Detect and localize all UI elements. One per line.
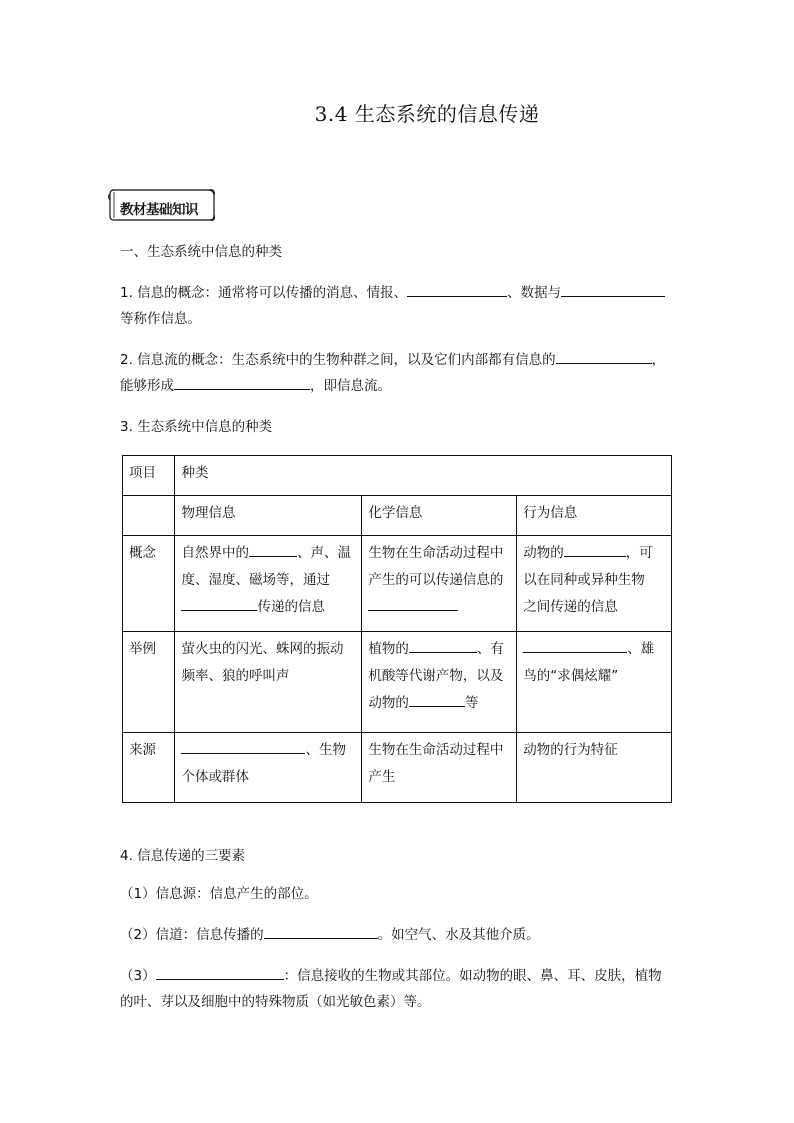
- item1-line1: [120, 281, 665, 301]
- source-physical: [175, 733, 362, 803]
- cell-text: 、声、温: [296, 545, 351, 561]
- item2-text-b: ，: [651, 352, 666, 368]
- item1-line2: 等称作信息。: [120, 311, 201, 327]
- item4-p3-line1: [120, 964, 662, 984]
- example-chemical: [362, 632, 517, 733]
- cell-text: 等: [464, 695, 479, 711]
- item3-heading: 3. 生态系统中信息的种类: [120, 419, 273, 435]
- col-physical: 物理信息: [175, 496, 362, 536]
- cell-text: 生物在生命活动过程中: [368, 742, 504, 758]
- col-behavior: 行为信息: [517, 496, 672, 536]
- item4-p3-a: （3）: [120, 968, 156, 984]
- concept-physical: [175, 536, 362, 632]
- page-title: 3.4 生态系统的信息传递: [314, 102, 540, 126]
- fill-blank[interactable]: [561, 284, 665, 297]
- item4-p3-line2: 的叶、芽以及细胞中的特殊物质（如光敏色素）等。: [120, 994, 431, 1010]
- empty-cell: [123, 496, 175, 536]
- item4-p2-b: 。如空气、水及其他介质。: [377, 927, 540, 943]
- fill-blank[interactable]: [174, 377, 310, 390]
- section-heading: 一、生态系统中信息的种类: [120, 244, 282, 260]
- item1-text-b: 、数据与: [507, 285, 562, 301]
- fill-blank[interactable]: [523, 640, 627, 653]
- cell-text: 产生: [368, 769, 396, 785]
- cell-text: 机酸等代谢产物，以及: [368, 668, 504, 684]
- source-chemical: [362, 733, 517, 803]
- cell-text: 频率、狼的呼叫声: [181, 668, 290, 684]
- item2-text-a: 2. 信息流的概念：生态系统中的生物种群之间，以及它们内部都有信息的: [120, 352, 556, 368]
- concept-chemical: [362, 536, 517, 632]
- section-badge: [106, 186, 218, 222]
- cell-text: 之间传递的信息: [523, 599, 618, 615]
- cell-text: 动物的: [368, 695, 409, 711]
- item4-p3-b: ：信息接收的生物或其部位。如动物的眼、鼻、耳、皮肤，植物: [283, 968, 662, 984]
- fill-blank[interactable]: [156, 967, 284, 980]
- cell-text: 度、湿度、磁场等，通过: [181, 572, 330, 588]
- cell-text: 、生物: [305, 742, 346, 758]
- item4-p2-a: （2）信道：信息传播的: [120, 927, 264, 943]
- item2-line1: [120, 348, 665, 368]
- item2-line2: [120, 374, 391, 394]
- header-kind: 种类: [175, 456, 672, 496]
- cell-text: 植物的: [368, 641, 409, 657]
- item2-text-c: 能够形成: [120, 378, 174, 394]
- source-behavior: [517, 733, 672, 803]
- fill-blank[interactable]: [556, 351, 652, 364]
- fill-blank[interactable]: [181, 598, 257, 611]
- section-badge-label: 教材基础知识: [120, 202, 198, 218]
- cell-text: 动物的: [523, 545, 564, 561]
- cell-text: 产生的可以传递信息的: [368, 572, 504, 588]
- item4-heading: 4. 信息传递的三要素: [120, 848, 246, 864]
- cell-text: 以在同种或异种生物: [523, 572, 645, 588]
- cell-text: 动物的行为特征: [523, 742, 618, 758]
- fill-blank[interactable]: [409, 694, 465, 707]
- col-chemical: 化学信息: [362, 496, 517, 536]
- cell-text: 鸟的“求偶炫耀”: [523, 668, 619, 684]
- example-physical: [175, 632, 362, 733]
- header-item: 项目: [123, 456, 175, 496]
- row-source: 来源: [123, 733, 175, 803]
- row-example: 举例: [123, 632, 175, 733]
- row-concept: 概念: [123, 536, 175, 632]
- concept-behavior: [517, 536, 672, 632]
- info-types-table: [122, 455, 672, 803]
- fill-blank[interactable]: [407, 284, 507, 297]
- fill-blank[interactable]: [264, 926, 378, 939]
- cell-text: 自然界中的: [181, 545, 249, 561]
- cell-text: 萤火虫的闪光、蛛网的振动: [181, 641, 344, 657]
- cell-text: 个体或群体: [181, 769, 249, 785]
- item2-text-d: ，即信息流。: [310, 378, 391, 394]
- fill-blank[interactable]: [564, 544, 626, 557]
- example-behavior: [517, 632, 672, 733]
- item4-p1: （1）信息源：信息产生的部位。: [120, 886, 318, 902]
- fill-blank[interactable]: [181, 741, 305, 754]
- item1-text-a: 1. 信息的概念：通常将可以传播的消息、情报、: [120, 285, 408, 301]
- cell-text: ，可: [625, 545, 653, 561]
- cell-text: 、有: [476, 641, 504, 657]
- fill-blank[interactable]: [409, 640, 477, 653]
- cell-text: 生物在生命活动过程中: [368, 545, 504, 561]
- cell-text: 、雄: [627, 641, 655, 657]
- item4-p2: [120, 923, 540, 943]
- fill-blank[interactable]: [249, 544, 297, 557]
- cell-text: 传递的信息: [257, 599, 325, 615]
- fill-blank[interactable]: [368, 598, 458, 611]
